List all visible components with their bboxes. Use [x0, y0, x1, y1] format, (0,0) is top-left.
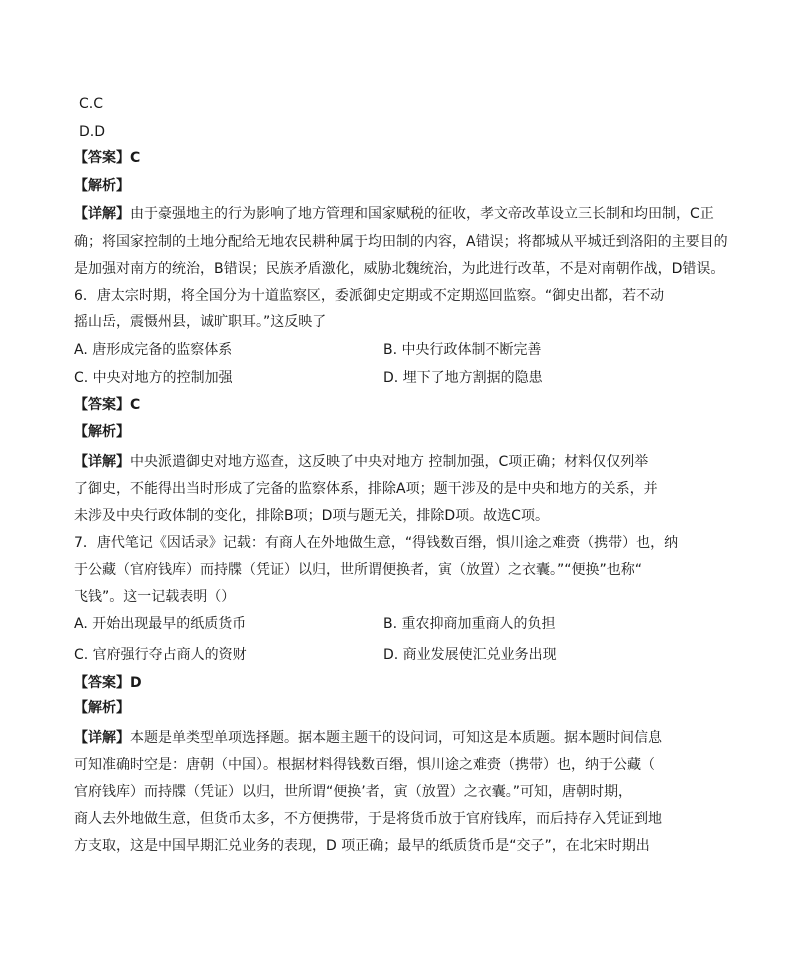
answer-label: 【答案】	[74, 150, 130, 166]
question-stem: 飞钱”。这一记载表明（）	[74, 589, 236, 605]
detail-label: 【详解】	[74, 206, 130, 222]
detail-text: 中央派遣御史对地方巡查，这反映了中央对地方 控制加强，C项正确；材料仅仅列举	[130, 454, 649, 470]
detail-text: 可知准确时空是：唐朝（中国）。根据材料得钱数百缗，惧川途之难赍（携带）也，纳于公藏（	[74, 757, 655, 773]
option-a: A. 开始出现最早的纸质货币	[74, 616, 247, 632]
answer-value: D	[130, 675, 142, 691]
answer-value: C	[130, 150, 141, 166]
option-d: D. 商业发展使汇兑业务出现	[383, 647, 557, 663]
answer-line	[74, 673, 142, 693]
detail-text: 未涉及中央行政体制的变化，排除B项；D项与题无关，排除D项。故选C项。	[74, 508, 549, 524]
question-stem: 6．唐太宗时期，将全国分为十道监察区，委派御史定期或不定期巡回监察。“御史出都，若不动	[74, 288, 665, 304]
analysis-label: 【解析】	[74, 178, 130, 194]
detail-label: 【详解】	[74, 454, 130, 470]
detail-line	[74, 452, 648, 472]
analysis-label: 【解析】	[74, 700, 130, 716]
question-stem: 摇山岳，震慑州县，诚旷职耳。”这反映了	[74, 314, 327, 330]
detail-text: 是加强对南方的统治，B错误；民族矛盾激化，威胁北魏统治，为此进行改革，不是对南朝作战，D错误。	[74, 261, 725, 277]
answer-label: 【答案】	[74, 675, 130, 691]
detail-text: 官府钱库）而持牒（凭证）以归，世所谓“便换’者，寅（放置）之衣囊。”可知，唐朝时期，	[74, 784, 632, 800]
option-c: C.C	[79, 96, 104, 112]
detail-text: 由于豪强地主的行为影响了地方管理和国家赋税的征收，孝文帝改革设立三长制和均田制，C正	[130, 206, 714, 222]
option-d: D.D	[79, 124, 106, 140]
detail-line	[74, 728, 662, 748]
answer-value: C	[130, 397, 141, 413]
option-a: A. 唐形成完备的监察体系	[74, 342, 233, 358]
option-d: D. 埋下了地方割据的隐患	[383, 370, 543, 386]
option-b: B. 中央行政体制不断完善	[383, 342, 542, 358]
option-c: C. 官府强行夺占商人的资财	[74, 647, 247, 663]
detail-text: 商人去外地做生意，但货币太多，不方便携带，于是将货币放于官府钱库，而后持存入凭证到地	[74, 811, 662, 827]
option-b: B. 重农抑商加重商人的负担	[383, 616, 556, 632]
answer-line	[74, 395, 140, 415]
answer-label: 【答案】	[74, 397, 130, 413]
question-stem: 7．唐代笔记《因话录》记载：有商人在外地做生意，“得钱数百缗，惧川途之难赍（携带）也，纳	[74, 535, 679, 551]
answer-line	[74, 148, 140, 168]
question-stem: 于公藏（官府钱库）而持牒（凭证）以归，世所谓便换者，寅（放置）之衣囊。”“便换”也称“	[74, 562, 643, 578]
option-c: C. 中央对地方的控制加强	[74, 370, 233, 386]
analysis-label: 【解析】	[74, 424, 130, 440]
detail-text: 了御史，不能得出当时形成了完备的监察体系，排除A项；题干涉及的是中央和地方的关系，并	[74, 481, 658, 497]
detail-text: 确；将国家控制的土地分配给无地农民耕种属于均田制的内容，A错误；将都城从平城迁到洛阳的主要目的	[74, 234, 728, 250]
detail-label: 【详解】	[74, 730, 130, 746]
detail-text: 方支取，这是中国早期汇兑业务的表现，D 项正确；最早的纸质货币是“交子”，在北宋时期出	[74, 838, 650, 854]
detail-line	[74, 204, 714, 224]
detail-text: 本题是单类型单项选择题。据本题主题干的设问词，可知这是本质题。据本题时间信息	[130, 730, 662, 746]
